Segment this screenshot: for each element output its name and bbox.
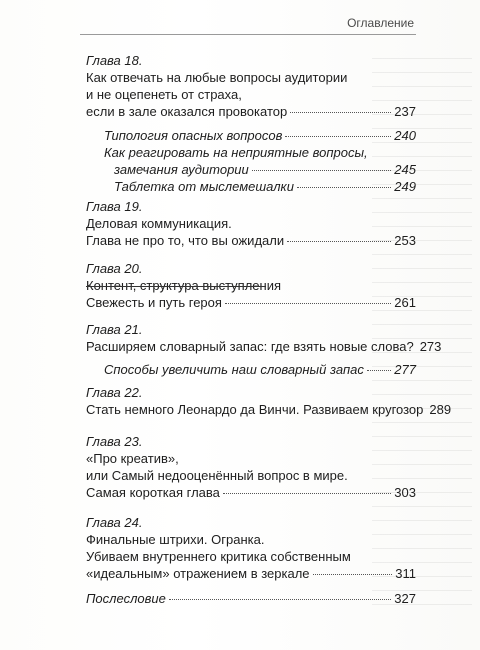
dot-leader (287, 241, 391, 242)
chapter-title-line: Как отвечать на любые вопросы аудитории (86, 70, 348, 85)
dot-leader (313, 574, 393, 575)
chapter-label: Глава 24. (86, 515, 143, 530)
chapter-23 (86, 433, 416, 501)
toc-entry[interactable] (86, 232, 416, 249)
toc-entry[interactable] (86, 590, 416, 607)
entry-title: Глава не про то, что вы ожидали (86, 233, 285, 248)
chapter-title-text: Контент, структура выступления (86, 278, 282, 293)
page-header: Оглавление (347, 16, 414, 30)
chapter-19 (86, 198, 416, 249)
page-number: 261 (394, 295, 416, 310)
toc-entry[interactable] (86, 103, 416, 120)
toc-subentry[interactable] (86, 178, 416, 195)
subentry-title: замечания аудитории (114, 162, 249, 177)
page-number: 273 (419, 339, 442, 354)
toc-subentry[interactable] (86, 361, 416, 378)
entry-title: Послесловие (86, 591, 166, 606)
page-number: 245 (394, 162, 416, 177)
dot-leader (169, 599, 391, 600)
chapter-label: Глава 18. (86, 53, 143, 68)
chapter-22 (86, 384, 452, 418)
chapter-title-line: и не оцепенеть от страха, (86, 87, 242, 102)
dot-leader (290, 112, 391, 113)
chapter-title-line: или Самый недооценённый вопрос в мире. (86, 468, 348, 483)
entry-title: «идеальным» отражением в зеркале (86, 566, 310, 581)
page-number: 277 (394, 362, 416, 377)
page-number: 289 (429, 402, 452, 417)
page-number: 240 (394, 128, 416, 143)
strikethrough-mark (86, 286, 266, 287)
subentry-title: Типология опасных вопросов (104, 128, 283, 143)
header-divider (80, 34, 416, 35)
toc-subentry[interactable] (86, 127, 416, 144)
chapter-label: Глава 21. (86, 322, 143, 337)
page-number: 311 (395, 566, 416, 581)
toc-entry[interactable] (86, 484, 416, 501)
chapter-label: Глава 23. (86, 434, 143, 449)
toc-subentry[interactable] (86, 161, 416, 178)
dot-leader (223, 493, 391, 494)
page-number: 249 (394, 179, 416, 194)
afterword (86, 590, 416, 607)
chapter-title-line: «Про креатив», (86, 451, 179, 466)
chapter-title-line: Финальные штрихи. Огранка. (86, 532, 265, 547)
subentry-title: Способы увеличить наш словарный запас (104, 362, 364, 377)
page-number: 253 (394, 233, 416, 248)
toc-entry[interactable] (86, 401, 452, 418)
toc-entry[interactable] (86, 338, 442, 355)
chapter-label: Глава 20. (86, 261, 143, 276)
dot-leader (367, 370, 391, 371)
dot-leader (297, 187, 391, 188)
chapter-20 (86, 260, 416, 311)
page-number: 237 (394, 104, 416, 119)
dot-leader (252, 170, 392, 171)
toc-entry[interactable] (86, 565, 416, 582)
dot-leader (225, 303, 391, 304)
subentry-line: Как реагировать на неприятные вопросы, (104, 145, 368, 160)
entry-title: Свежесть и путь героя (86, 295, 222, 310)
chapter-24 (86, 514, 416, 582)
chapter-21 (86, 321, 442, 378)
entry-title: Расширяем словарный запас: где взять новые слова? (86, 339, 414, 354)
entry-title: Стать немного Леонардо да Винчи. Развиваем кругозор (86, 402, 424, 417)
entry-title: если в зале оказался провокатор (86, 104, 288, 119)
subentry-title: Таблетка от мыслемешалки (114, 179, 294, 194)
page-number: 303 (394, 485, 416, 500)
chapter-title-line: Деловая коммуникация. (86, 216, 232, 231)
toc-entry[interactable] (86, 294, 416, 311)
chapter-title-line (86, 277, 416, 294)
chapter-18 (86, 52, 416, 195)
chapter-label: Глава 22. (86, 385, 143, 400)
entry-title: Самая короткая глава (86, 485, 220, 500)
chapter-title-line: Убиваем внутреннего критика собственным (86, 549, 351, 564)
chapter-label: Глава 19. (86, 199, 143, 214)
page-number: 327 (394, 591, 416, 606)
dot-leader (285, 136, 391, 137)
